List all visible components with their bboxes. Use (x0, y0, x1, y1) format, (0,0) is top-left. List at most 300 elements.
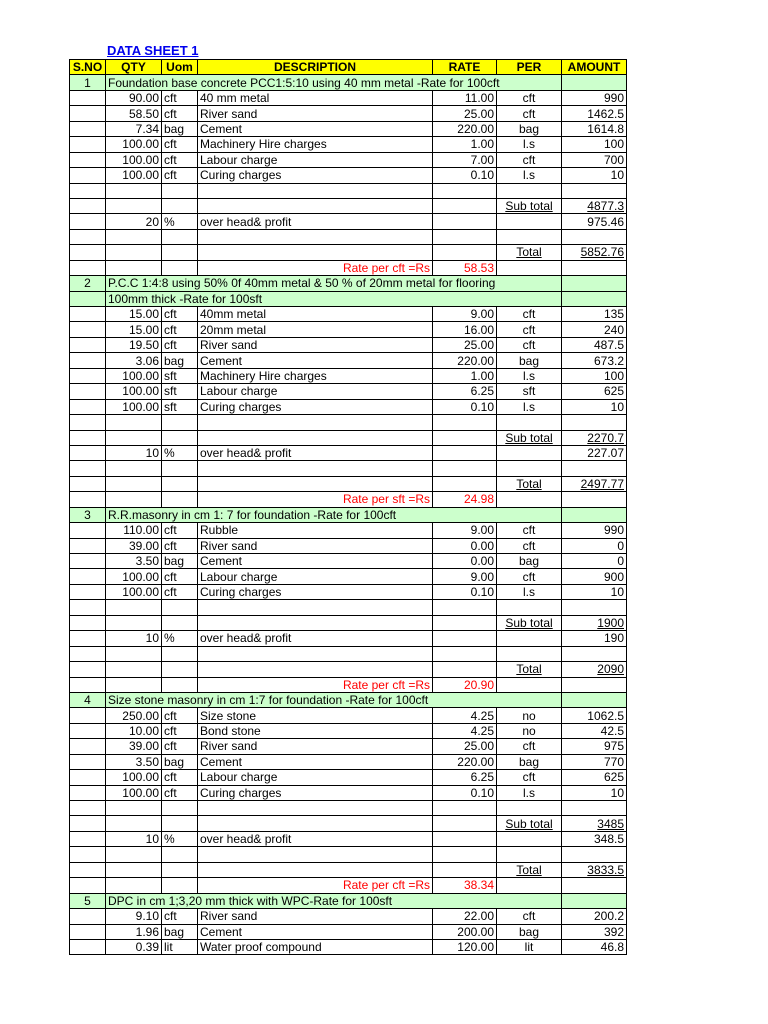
uom-cell: cft (162, 152, 198, 167)
rate-cell: 1.00 (433, 368, 497, 383)
total-label (497, 430, 562, 445)
qty-cell: 10 (106, 831, 162, 846)
description-cell: Curing charges (198, 785, 433, 800)
rate-cell: 120.00 (433, 939, 497, 954)
table-row (70, 924, 627, 939)
header-amount: AMOUNT (562, 60, 627, 75)
total-label-text: Total (516, 245, 542, 260)
qty-cell: 39.00 (106, 538, 162, 553)
description-cell: over head& profit (198, 831, 433, 846)
amount-cell: 900 (562, 569, 627, 584)
uom-cell: lit (162, 939, 198, 954)
empty-cell (433, 600, 497, 615)
per-cell: lit (497, 939, 562, 954)
table-row (70, 399, 627, 414)
empty-cell (562, 276, 627, 291)
per-cell: cft (497, 538, 562, 553)
rate-per-unit-value: 20.90 (433, 677, 497, 692)
total-amount (562, 662, 627, 677)
empty-cell (433, 847, 497, 862)
table-row (70, 770, 627, 785)
qty-cell: 10 (106, 631, 162, 646)
description-cell: Cement (198, 121, 433, 136)
amount-cell: 200.2 (562, 909, 627, 924)
description-cell: River sand (198, 909, 433, 924)
section-header-row (70, 75, 627, 90)
rate-cell: 25.00 (433, 739, 497, 754)
amount-cell: 227.07 (562, 445, 627, 460)
empty-cell (562, 75, 627, 90)
rate-cell: 0.00 (433, 538, 497, 553)
qty-cell: 19.50 (106, 337, 162, 352)
empty-cell (162, 492, 198, 507)
empty-cell (106, 430, 162, 445)
rate-per-unit-label: Rate per sft =Rs (198, 492, 433, 507)
description-cell: River sand (198, 106, 433, 121)
empty-cell (562, 646, 627, 661)
total-label-text: Sub total (505, 199, 553, 214)
empty-cell (106, 662, 162, 677)
rate-cell (433, 831, 497, 846)
qty-cell: 100.00 (106, 785, 162, 800)
table-row (70, 353, 627, 368)
total-amount-text: 4877.3 (587, 199, 624, 214)
qty-cell: 1.96 (106, 924, 162, 939)
sno-cell (70, 924, 106, 939)
uom-cell: cft (162, 538, 198, 553)
empty-cell (433, 662, 497, 677)
empty-cell (70, 816, 106, 831)
sno-cell (70, 723, 106, 738)
table-row (70, 137, 627, 152)
uom-cell: cft (162, 322, 198, 337)
empty-cell (433, 198, 497, 213)
empty-cell (106, 198, 162, 213)
uom-cell: cft (162, 337, 198, 352)
header-qty: QTY (106, 60, 162, 75)
sno-cell (70, 584, 106, 599)
amount-cell: 1614.8 (562, 121, 627, 136)
uom-cell: sft (162, 399, 198, 414)
total-label (497, 245, 562, 260)
sno-cell (70, 353, 106, 368)
qty-cell: 100.00 (106, 152, 162, 167)
qty-cell: 15.00 (106, 322, 162, 337)
rate-summary-row (70, 260, 627, 275)
empty-cell (70, 415, 106, 430)
amount-cell: 42.5 (562, 723, 627, 738)
uom-cell: cft (162, 523, 198, 538)
uom-cell: cft (162, 307, 198, 322)
description-cell: Cement (198, 353, 433, 368)
empty-cell (70, 862, 106, 877)
empty-cell (433, 801, 497, 816)
qty-cell: 100.00 (106, 770, 162, 785)
uom-cell: sft (162, 368, 198, 383)
sno-cell (70, 106, 106, 121)
empty-cell (198, 245, 433, 260)
empty-cell (162, 198, 198, 213)
total-amount (562, 476, 627, 491)
empty-cell (70, 662, 106, 677)
empty-cell (106, 476, 162, 491)
section-header-row (70, 291, 627, 306)
empty-cell (198, 615, 433, 630)
empty-cell (70, 183, 106, 198)
rate-cell: 22.00 (433, 909, 497, 924)
qty-cell: 100.00 (106, 584, 162, 599)
empty-cell (162, 461, 198, 476)
per-cell: cft (497, 909, 562, 924)
uom-cell: bag (162, 353, 198, 368)
header-description: DESCRIPTION (198, 60, 433, 75)
rate-cell: 220.00 (433, 121, 497, 136)
rate-cell: 7.00 (433, 152, 497, 167)
empty-cell (198, 476, 433, 491)
empty-cell (562, 415, 627, 430)
amount-cell: 975.46 (562, 214, 627, 229)
uom-cell: cft (162, 90, 198, 105)
sno-cell (70, 708, 106, 723)
amount-cell: 10 (562, 785, 627, 800)
empty-cell (562, 492, 627, 507)
uom-cell: cft (162, 770, 198, 785)
total-label (497, 816, 562, 831)
table-row (70, 754, 627, 769)
uom-cell: cft (162, 909, 198, 924)
empty-cell (562, 600, 627, 615)
per-cell: l.s (497, 137, 562, 152)
qty-cell: 7.34 (106, 121, 162, 136)
empty-cell (162, 229, 198, 244)
sno-cell (70, 152, 106, 167)
total-amount-text: 2090 (597, 662, 624, 677)
total-label-text: Sub total (505, 615, 553, 630)
sno-cell (70, 754, 106, 769)
total-label (497, 662, 562, 677)
total-label-text: Sub total (505, 430, 553, 445)
empty-cell (433, 816, 497, 831)
rate-per-unit-label: Rate per cft =Rs (198, 260, 433, 275)
empty-cell (162, 615, 198, 630)
rate-cell: 200.00 (433, 924, 497, 939)
amount-cell: 190 (562, 631, 627, 646)
empty-cell (497, 677, 562, 692)
description-cell: Machinery Hire charges (198, 137, 433, 152)
empty-cell (198, 801, 433, 816)
empty-cell (562, 461, 627, 476)
sno-cell (70, 939, 106, 954)
empty-cell (162, 600, 198, 615)
sno-cell (70, 90, 106, 105)
blank-row (70, 801, 627, 816)
empty-cell (162, 415, 198, 430)
description-cell: Curing charges (198, 168, 433, 183)
empty-cell (162, 662, 198, 677)
qty-cell: 90.00 (106, 90, 162, 105)
description-cell: Bond stone (198, 723, 433, 738)
total-label (497, 476, 562, 491)
total-row (70, 662, 627, 677)
qty-cell: 100.00 (106, 168, 162, 183)
sno-cell (70, 770, 106, 785)
empty-cell (106, 646, 162, 661)
description-cell: Labour charge (198, 152, 433, 167)
rate-cell: 6.25 (433, 770, 497, 785)
subtotal-row (70, 198, 627, 213)
qty-cell: 100.00 (106, 569, 162, 584)
table-row (70, 523, 627, 538)
section-number: 3 (70, 507, 106, 522)
rate-summary-row (70, 492, 627, 507)
empty-cell (106, 492, 162, 507)
empty-cell (106, 183, 162, 198)
table-row (70, 723, 627, 738)
table-row (70, 631, 627, 646)
per-cell: bag (497, 121, 562, 136)
empty-cell (433, 415, 497, 430)
rate-cell: 0.00 (433, 554, 497, 569)
per-cell: bag (497, 554, 562, 569)
description-cell: 40mm metal (198, 307, 433, 322)
amount-cell: 487.5 (562, 337, 627, 352)
uom-cell: % (162, 214, 198, 229)
rate-summary-row (70, 677, 627, 692)
sno-cell (70, 445, 106, 460)
amount-cell: 100 (562, 137, 627, 152)
amount-cell: 46.8 (562, 939, 627, 954)
uom-cell: % (162, 445, 198, 460)
empty-cell (198, 183, 433, 198)
rate-cell: 220.00 (433, 754, 497, 769)
table-row (70, 538, 627, 553)
amount-cell: 625 (562, 384, 627, 399)
empty-cell (562, 847, 627, 862)
empty-cell (562, 291, 627, 306)
sno-cell (70, 554, 106, 569)
empty-cell (106, 229, 162, 244)
qty-cell: 100.00 (106, 399, 162, 414)
sno-cell (70, 569, 106, 584)
empty-cell (70, 615, 106, 630)
uom-cell: cft (162, 723, 198, 738)
empty-cell (70, 600, 106, 615)
total-amount-text: 2497.77 (580, 477, 624, 492)
empty-cell (497, 847, 562, 862)
per-cell: cft (497, 90, 562, 105)
per-cell: l.s (497, 584, 562, 599)
rate-cell: 9.00 (433, 569, 497, 584)
description-cell: Cement (198, 754, 433, 769)
empty-cell (433, 229, 497, 244)
data-sheet-table (69, 59, 627, 955)
empty-cell (497, 801, 562, 816)
empty-cell (198, 430, 433, 445)
empty-cell (562, 183, 627, 198)
amount-cell: 240 (562, 322, 627, 337)
description-cell: River sand (198, 739, 433, 754)
qty-cell: 100.00 (106, 137, 162, 152)
description-cell: Curing charges (198, 584, 433, 599)
qty-cell: 58.50 (106, 106, 162, 121)
total-amount (562, 862, 627, 877)
qty-cell: 0.39 (106, 939, 162, 954)
empty-cell (70, 430, 106, 445)
table-row (70, 90, 627, 105)
table-row (70, 368, 627, 383)
section-description: R.R.masonry in cm 1: 7 for foundation -Rate for 100cft (106, 507, 562, 522)
sno-cell (70, 631, 106, 646)
section-number (70, 291, 106, 306)
amount-cell: 10 (562, 168, 627, 183)
total-amount-text: 1900 (597, 615, 624, 630)
qty-cell: 20 (106, 214, 162, 229)
rate-cell: 0.10 (433, 399, 497, 414)
empty-cell (106, 615, 162, 630)
table-row (70, 168, 627, 183)
description-cell: Labour charge (198, 770, 433, 785)
qty-cell: 10 (106, 445, 162, 460)
header-row (70, 60, 627, 75)
total-label (497, 198, 562, 213)
empty-cell (198, 198, 433, 213)
subtotal-row (70, 430, 627, 445)
total-label-text: Total (516, 477, 542, 492)
total-amount (562, 430, 627, 445)
empty-cell (106, 600, 162, 615)
sno-cell (70, 739, 106, 754)
description-cell: Machinery Hire charges (198, 368, 433, 383)
rate-cell (433, 445, 497, 460)
empty-cell (562, 507, 627, 522)
amount-cell: 10 (562, 584, 627, 599)
blank-row (70, 461, 627, 476)
empty-cell (106, 816, 162, 831)
amount-cell: 1062.5 (562, 708, 627, 723)
total-label-text: Total (516, 862, 542, 877)
empty-cell (433, 183, 497, 198)
total-amount (562, 245, 627, 260)
empty-cell (497, 183, 562, 198)
empty-cell (70, 801, 106, 816)
total-amount (562, 198, 627, 213)
qty-cell: 100.00 (106, 368, 162, 383)
table-row (70, 384, 627, 399)
table-row (70, 831, 627, 846)
rate-cell (433, 214, 497, 229)
per-cell (497, 631, 562, 646)
qty-cell: 39.00 (106, 739, 162, 754)
empty-cell (106, 415, 162, 430)
table-row (70, 121, 627, 136)
table-row (70, 152, 627, 167)
total-amount (562, 615, 627, 630)
empty-cell (162, 847, 198, 862)
rate-cell: 25.00 (433, 337, 497, 352)
header-sno: S.NO (70, 60, 106, 75)
empty-cell (433, 615, 497, 630)
empty-cell (106, 245, 162, 260)
rate-cell: 0.10 (433, 168, 497, 183)
empty-cell (198, 415, 433, 430)
uom-cell: bag (162, 924, 198, 939)
section-number: 2 (70, 276, 106, 291)
description-cell: over head& profit (198, 445, 433, 460)
empty-cell (198, 600, 433, 615)
per-cell: bag (497, 353, 562, 368)
empty-cell (198, 662, 433, 677)
description-cell: Curing charges (198, 399, 433, 414)
per-cell (497, 445, 562, 460)
empty-cell (70, 646, 106, 661)
empty-cell (433, 862, 497, 877)
empty-cell (562, 229, 627, 244)
blank-row (70, 646, 627, 661)
rate-summary-row (70, 878, 627, 893)
amount-cell: 135 (562, 307, 627, 322)
rate-per-unit-value: 58.53 (433, 260, 497, 275)
description-cell: 40 mm metal (198, 90, 433, 105)
uom-cell: % (162, 831, 198, 846)
empty-cell (70, 878, 106, 893)
amount-cell: 673.2 (562, 353, 627, 368)
total-label-text: Sub total (505, 816, 553, 831)
table-row (70, 584, 627, 599)
sno-cell (70, 831, 106, 846)
per-cell: cft (497, 739, 562, 754)
qty-cell: 3.06 (106, 353, 162, 368)
per-cell: l.s (497, 168, 562, 183)
sno-cell (70, 337, 106, 352)
description-cell: Labour charge (198, 384, 433, 399)
section-header-row (70, 276, 627, 291)
header-per: PER (497, 60, 562, 75)
empty-cell (70, 260, 106, 275)
per-cell: cft (497, 307, 562, 322)
rate-per-unit-label: Rate per cft =Rs (198, 677, 433, 692)
description-cell: Labour charge (198, 569, 433, 584)
empty-cell (162, 183, 198, 198)
rate-cell: 4.25 (433, 723, 497, 738)
qty-cell: 100.00 (106, 384, 162, 399)
empty-cell (106, 461, 162, 476)
empty-cell (70, 245, 106, 260)
empty-cell (162, 430, 198, 445)
empty-cell (198, 847, 433, 862)
uom-cell: sft (162, 384, 198, 399)
total-amount-text: 2270.7 (587, 430, 624, 445)
description-cell: Water proof compound (198, 939, 433, 954)
table-row (70, 909, 627, 924)
empty-cell (162, 245, 198, 260)
uom-cell: % (162, 631, 198, 646)
empty-cell (497, 415, 562, 430)
rate-cell (433, 631, 497, 646)
per-cell: l.s (497, 399, 562, 414)
per-cell: bag (497, 924, 562, 939)
empty-cell (70, 461, 106, 476)
rate-cell: 25.00 (433, 106, 497, 121)
sno-cell (70, 538, 106, 553)
sheet-title: DATA SHEET 1 (107, 43, 199, 58)
description-cell: over head& profit (198, 631, 433, 646)
header-uom: Uom (162, 60, 198, 75)
rate-cell: 1.00 (433, 137, 497, 152)
description-cell: Rubble (198, 523, 433, 538)
qty-cell: 250.00 (106, 708, 162, 723)
rate-cell: 0.10 (433, 785, 497, 800)
sno-cell (70, 121, 106, 136)
